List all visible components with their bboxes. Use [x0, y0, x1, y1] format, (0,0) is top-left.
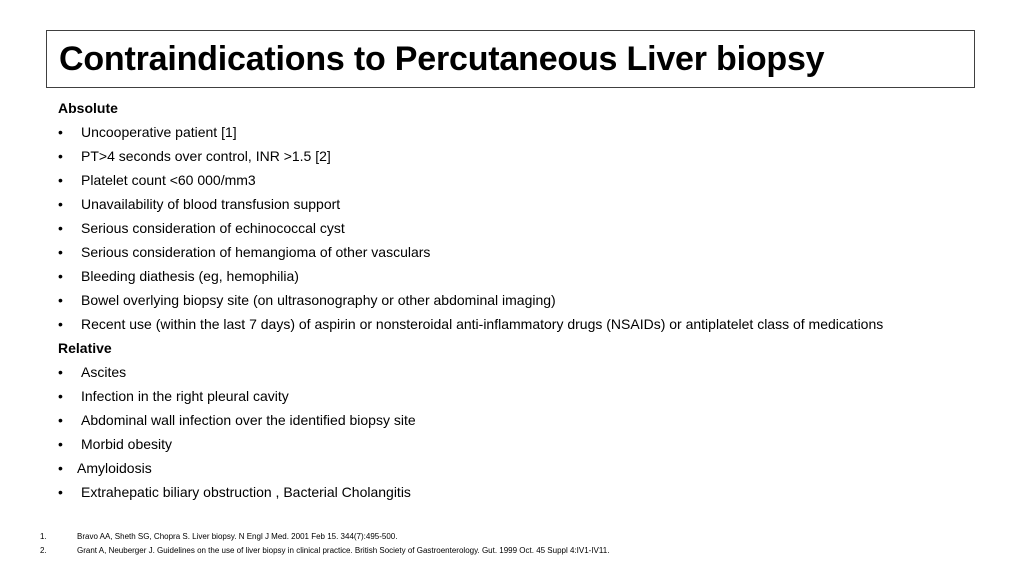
relative-heading: Relative — [58, 340, 112, 356]
relative-item-text: Morbid obesity — [81, 436, 173, 452]
slide-title: Contraindications to Percutaneous Liver biopsy — [59, 40, 825, 78]
absolute-item-text: Uncooperative patient [1] — [81, 124, 237, 140]
reference-item — [40, 530, 1000, 544]
absolute-item-text: Bowel overlying biopsy site (on ultrasonography or other abdominal imaging) — [81, 292, 556, 308]
absolute-item — [58, 312, 1008, 336]
absolute-item-text: Bleeding diathesis (eg, hemophilia) — [81, 268, 299, 284]
relative-item-text: Abdominal wall infection over the identified biopsy site — [81, 412, 416, 428]
slide-content — [58, 96, 1008, 504]
relative-item-text: Infection in the right pleural cavity — [81, 388, 289, 404]
absolute-item-text: Recent use (within the last 7 days) of aspirin or nonsteroidal anti-inflammatory drugs (NSAIDs) or antiplatelet class of medications — [81, 316, 884, 332]
reference-text: Grant A, Neuberger J. Guidelines on the use of liver biopsy in clinical practice. British Society of Gastroenterology. Gut. 1999 Oct. 45 Suppl 4:IV1-IV11. — [77, 546, 610, 555]
relative-item-text: Amyloidosis — [77, 460, 152, 476]
absolute-item-text: Serious consideration of hemangioma of other vasculars — [81, 244, 431, 260]
relative-item — [58, 384, 1008, 408]
bullet-icon: • — [58, 196, 63, 212]
bullet-icon: • — [58, 436, 63, 452]
bullet-icon: • — [58, 364, 63, 380]
absolute-item — [58, 192, 1008, 216]
bullet-icon: • — [58, 316, 63, 332]
bullet-icon: • — [58, 460, 63, 476]
relative-item — [58, 360, 1008, 384]
reference-text: Bravo AA, Sheth SG, Chopra S. Liver biopsy. N Engl J Med. 2001 Feb 15. 344(7):495-500. — [77, 532, 398, 541]
relative-item-text: Ascites — [81, 364, 127, 380]
absolute-item — [58, 264, 1008, 288]
bullet-icon: • — [58, 220, 63, 236]
absolute-item-text: Unavailability of blood transfusion support — [81, 196, 341, 212]
bullet-icon: • — [58, 124, 63, 140]
bullet-icon: • — [58, 268, 63, 284]
absolute-item-text: Serious consideration of echinococcal cyst — [81, 220, 345, 236]
bullet-icon: • — [58, 172, 63, 188]
relative-item — [58, 456, 1008, 480]
absolute-item-text: PT>4 seconds over control, INR >1.5 [2] — [81, 148, 331, 164]
relative-item-text: Extrahepatic biliary obstruction , Bacterial Cholangitis — [81, 484, 411, 500]
bullet-icon: • — [58, 148, 63, 164]
reference-number: 1. — [40, 532, 47, 541]
reference-number: 2. — [40, 546, 47, 555]
absolute-item — [58, 144, 1008, 168]
absolute-heading: Absolute — [58, 100, 118, 116]
absolute-item — [58, 168, 1008, 192]
relative-item — [58, 480, 1008, 504]
bullet-icon: • — [58, 388, 63, 404]
absolute-item — [58, 240, 1008, 264]
absolute-item-text: Platelet count <60 000/mm3 — [81, 172, 256, 188]
reference-item — [40, 544, 1000, 558]
bullet-icon: • — [58, 292, 63, 308]
absolute-item — [58, 288, 1008, 312]
absolute-item — [58, 120, 1008, 144]
absolute-item — [58, 216, 1008, 240]
bullet-icon: • — [58, 484, 63, 500]
relative-item — [58, 408, 1008, 432]
bullet-icon: • — [58, 244, 63, 260]
title-box — [46, 30, 975, 88]
relative-item — [58, 432, 1008, 456]
references — [40, 530, 1000, 558]
bullet-icon: • — [58, 412, 63, 428]
